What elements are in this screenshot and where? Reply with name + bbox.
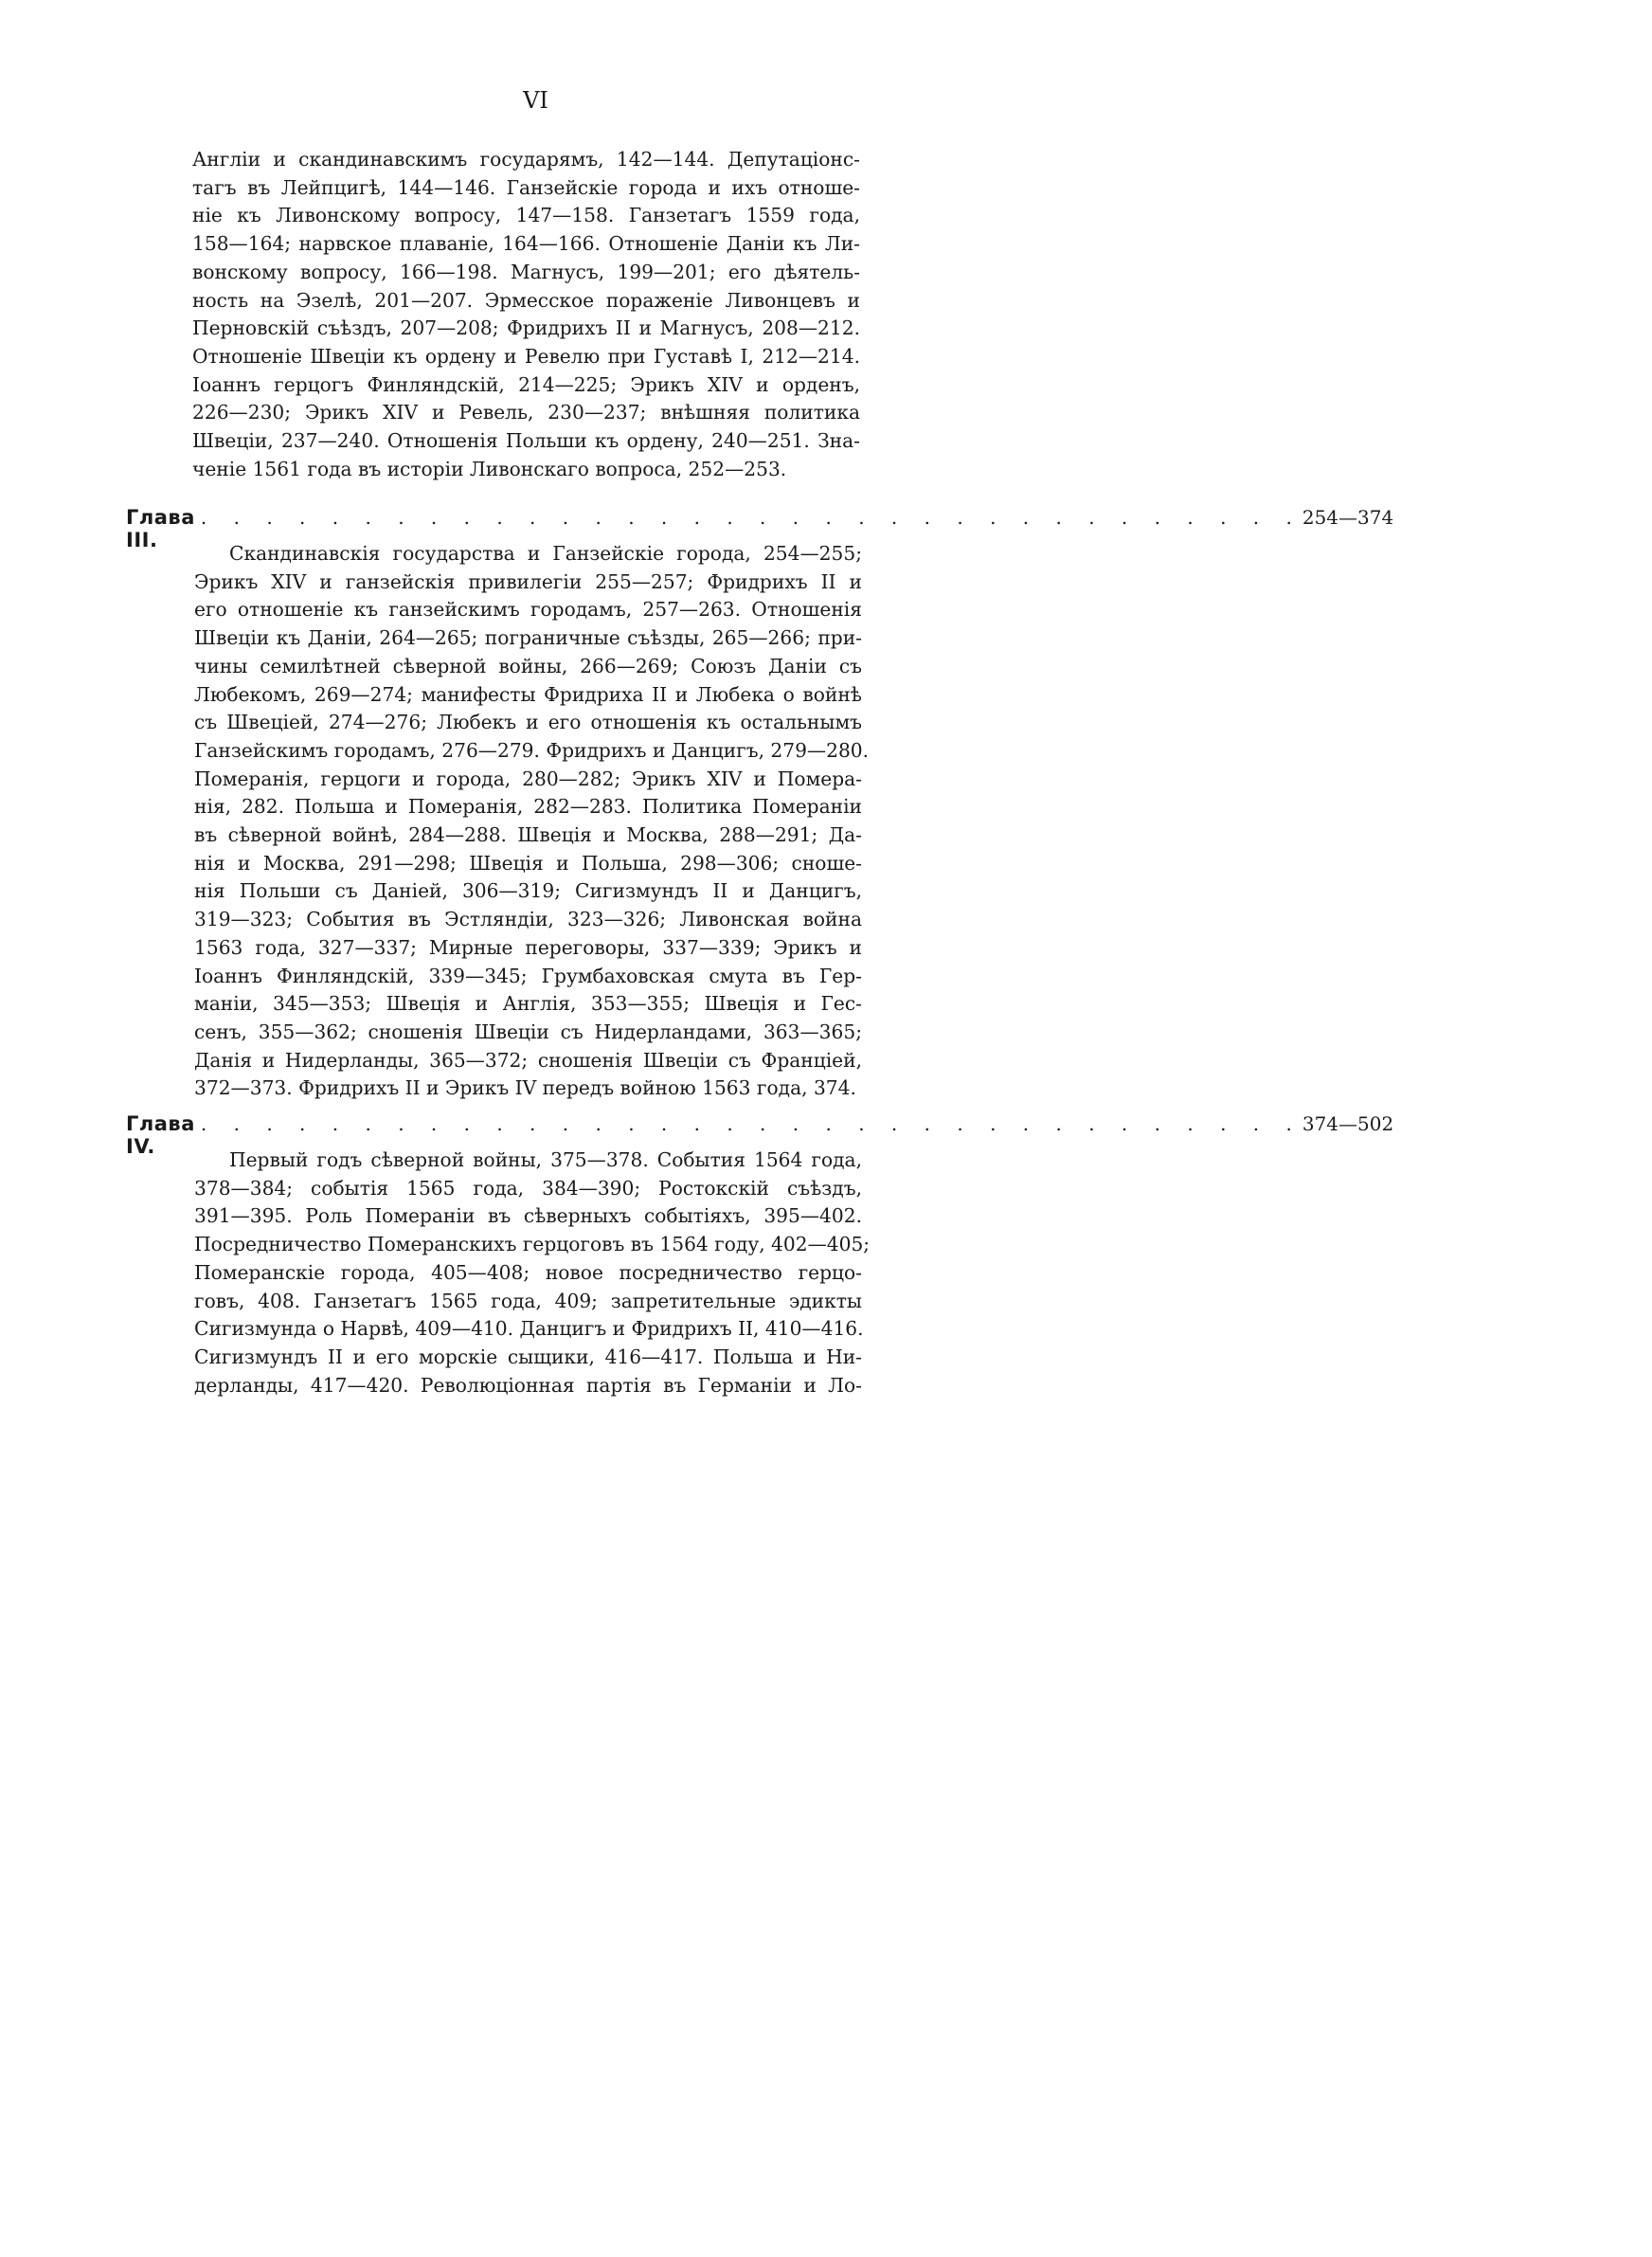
text-line: 158—164; нарвское плаваніе, 164—166. Отношеніе Даніи къ Ли- xyxy=(192,232,860,256)
text-line: нія Польши съ Даніей, 306—319; Сигизмундъ II и Данцигъ, xyxy=(194,879,862,903)
text-line: нія, 282. Польша и Померанія, 282—283. Политика Помераніи xyxy=(194,795,862,819)
text-line: 319—323; События въ Эстляндіи, 323—326; Ливонская война xyxy=(194,908,862,931)
text-line: съ Швеціей, 274—276; Любекъ и его отношенія къ остальнымъ xyxy=(194,711,862,734)
text-line: чины семилѣтней сѣверной войны, 266—269; Союзъ Даніи съ xyxy=(194,654,862,677)
chapter-page-range: 254—374 xyxy=(1302,506,1394,529)
text-line: Скандинавскія государства и Ганзейскіе города, 254—255; xyxy=(229,542,862,565)
text-line: Перновскій съѣздъ, 207—208; Фридрихъ II и Магнусъ, 208—212. xyxy=(192,316,860,340)
text-line: ченіе 1561 года въ исторіи Ливонскаго вопроса, 252—253. xyxy=(192,457,787,480)
text-line: 378—384; событія 1565 года, 384—390; Ростокскій съѣздъ, xyxy=(194,1176,862,1200)
text-line: его отношеніе къ ганзейскимъ городамъ, 257—263. Отношенія xyxy=(194,598,862,622)
text-line: 372—373. Фридрихъ II и Эрикъ IV передъ войною 1563 года, 374. xyxy=(194,1076,856,1100)
text-line: Іоаннъ Финляндскій, 339—345; Грумбаховская смута въ Гер- xyxy=(194,964,862,987)
text-line: нія и Москва, 291—298; Швеція и Польша, 298—306; сноше- xyxy=(194,851,862,875)
text-line: ность на Эзелѣ, 201—207. Эрмесское пораженіе Ливонцевъ и xyxy=(192,288,860,312)
chapter-heading-iv xyxy=(126,1112,1394,1158)
chapter-page-range: 374—502 xyxy=(1302,1112,1394,1135)
text-line: Сигизмундъ II и его морскіе сыщики, 416—417. Польша и Ни- xyxy=(194,1345,862,1368)
text-line: Эрикъ XIV и ганзейскія привилегіи 255—257; Фридрихъ II и xyxy=(194,569,862,593)
text-line: Померанскіе города, 405—408; новое посредничество герцо- xyxy=(194,1260,862,1284)
text-line: Отношеніе Швеціи къ ордену и Ревелю при Густавѣ I, 212—214. xyxy=(192,344,860,368)
text-line: 226—230; Эрикъ XIV и Ревель, 230—237; внѣшняя политика xyxy=(192,401,860,424)
text-line: дерланды, 417—420. Революціонная партія въ Германіи и Ло- xyxy=(194,1373,862,1397)
text-line: 1563 года, 327—337; Мирные переговоры, 337—339; Эрикъ и xyxy=(194,935,862,959)
text-line: Сигизмунда о Нарвѣ, 409—410. Данцигъ и Фридрихъ II, 410—416. xyxy=(194,1317,864,1341)
text-line: тагъ въ Лейпцигѣ, 144—146. Ганзейскіе города и ихъ отноше- xyxy=(192,175,860,199)
text-line: Швеціи, 237—240. Отношенія Польши къ ордену, 240—251. Зна- xyxy=(192,429,860,453)
chapter-title: Глава III. xyxy=(126,506,195,551)
chapter-heading-iii xyxy=(126,506,1394,551)
text-line: въ сѣверной войнѣ, 284—288. Швеція и Москва, 288—291; Да- xyxy=(194,823,862,847)
intro-paragraph xyxy=(192,146,860,483)
chapter-iii-summary xyxy=(194,540,870,1103)
text-line: Англіи и скандинавскимъ государямъ, 142—144. Депутаціонс- xyxy=(192,148,860,171)
text-line: Ганзейскимъ городамъ, 276—279. Фридрихъ и Данцигъ, 279—280. xyxy=(194,738,870,762)
text-line: 391—395. Роль Помераніи въ сѣверныхъ событіяхъ, 395—402. xyxy=(194,1204,862,1228)
text-line: Посредничество Померанскихъ герцоговъ въ 1564 году, 402—405; xyxy=(194,1233,871,1256)
text-line: сенъ, 355—362; сношенія Швеціи съ Нидерландами, 363—365; xyxy=(194,1020,862,1043)
text-line: Померанія, герцоги и города, 280—282; Эрикъ XIV и Помера- xyxy=(194,767,862,790)
text-line: Данія и Нидерланды, 365—372; сношенія Швеціи съ Франціей, xyxy=(194,1048,862,1072)
page-number: VI xyxy=(523,87,548,114)
text-line: ніе къ Ливонскому вопросу, 147—158. Ганзетагъ 1559 года, xyxy=(192,204,860,227)
dot-leader: . . . . . . . . . . . . . . . . . . . . . . . . . . . . . . . . . . xyxy=(200,1112,1302,1135)
text-line: Швеціи къ Даніи, 264—265; пограничные съѣзды, 265—266; при- xyxy=(194,626,862,650)
text-line: маніи, 345—353; Швеція и Англія, 353—355; Швеція и Гес- xyxy=(194,992,862,1016)
text-line: Любекомъ, 269—274; манифесты Фридриха II и Любека о войнѣ xyxy=(194,682,862,706)
text-line: Первый годъ сѣверной войны, 375—378. События 1564 года, xyxy=(229,1148,862,1171)
text-line: вонскому вопросу, 166—198. Магнусъ, 199—201; его дѣятель- xyxy=(192,260,860,283)
chapter-iv-summary xyxy=(194,1147,871,1399)
chapter-title: Глава IV. xyxy=(126,1112,195,1158)
text-line: говъ, 408. Ганзетагъ 1565 года, 409; запретительные эдикты xyxy=(194,1289,862,1312)
text-line: Іоаннъ герцогъ Финляндскій, 214—225; Эрикъ XIV и орденъ, xyxy=(192,372,860,396)
dot-leader: . . . . . . . . . . . . . . . . . . . . . . . . . . . . . . . . . . xyxy=(200,506,1302,529)
